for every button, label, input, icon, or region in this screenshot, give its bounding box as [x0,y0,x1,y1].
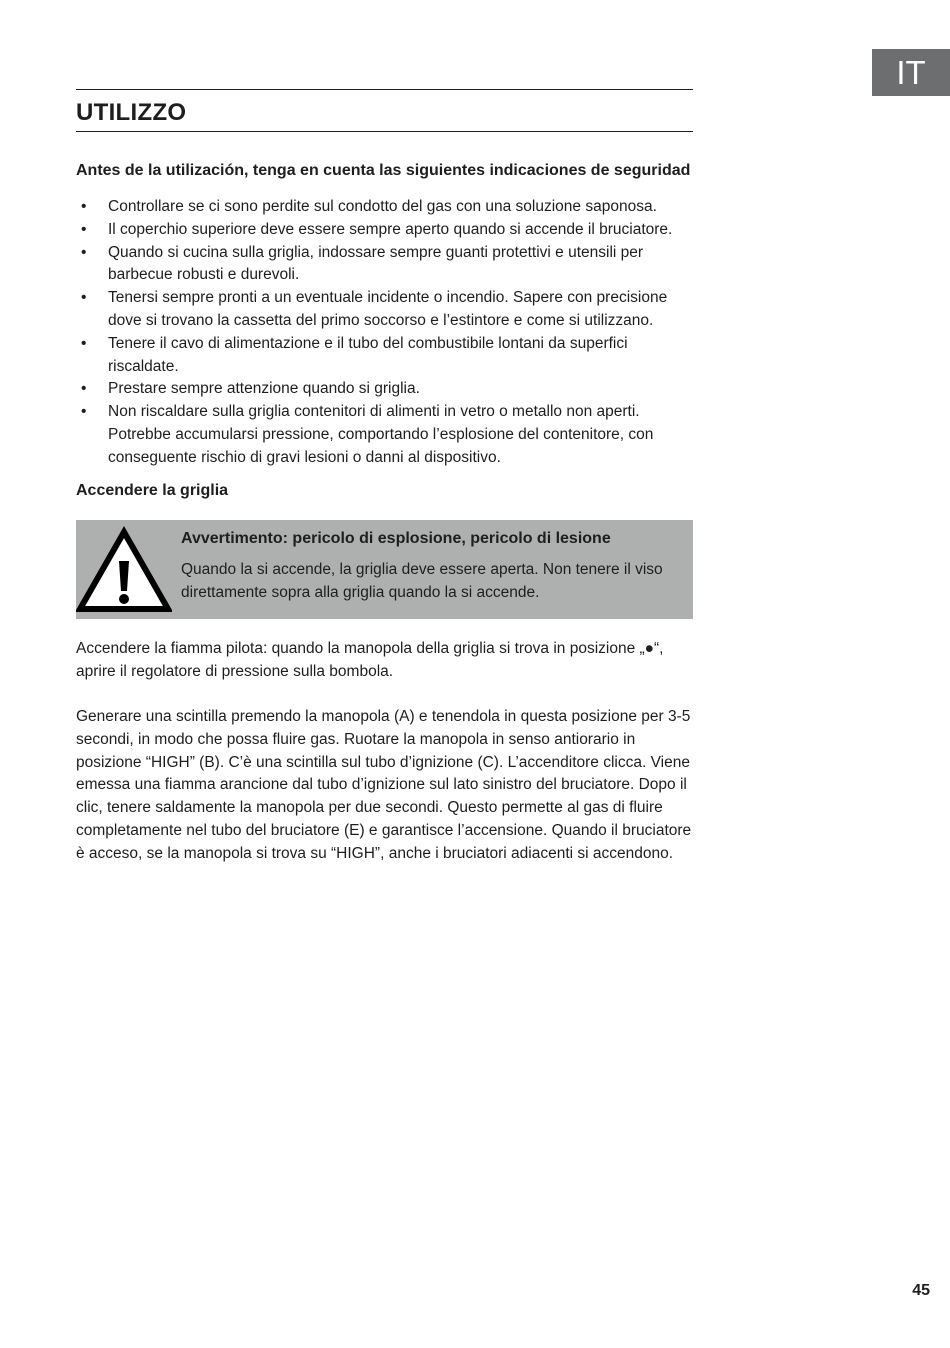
list-item-text: Tenersi sempre pronti a un eventuale incidente o incendio. Sapere con precisione dove si trovano la cassetta del primo soccorso e l’estintore e come si utilizzano. [108,289,668,329]
bullet-icon: • [81,334,87,352]
warning-title: Avvertimento: pericolo di esplosione, pericolo di lesione [181,530,611,547]
list-item [76,242,693,288]
bullet-icon: • [81,243,87,261]
list-item [76,378,693,401]
list-item-text: Prestare sempre attenzione quando si griglia. [108,380,420,398]
spark-paragraph: Generare una scintilla premendo la manopola (A) e tenendola in questa posizione per 3-5 secondi, in modo che possa fluire gas. Ruotare la manopola in senso antiorario in posizione “HIGH” (B). C’è una scintilla sul tubo d’ignizione (C). L’accenditore clicca. Viene emessa una fiamma arancione dal tubo d’ignizione sul lato sinistro del bruciatore. Dopo il clic, tenere saldamente la manopola per due secondi. Questo permette al gas di fluire completamente nel tubo del bruciatore (E) e garantisce l’accensione. Quando il bruciatore è acceso, se la manopola si trova su “HIGH”, anche i bruciatori adiacenti si accendono. [76,708,692,862]
list-item-text: Non riscaldare sulla griglia contenitori di alimenti in vetro o metallo non aperti. Potrebbe accumularsi pressione, comportando l’esplosione del contenitore, con conseguente rischio di gravi lesioni o danni al dispositivo. [108,403,654,466]
safety-heading: Antes de la utilización, tenga en cuenta las siguientes indicaciones de seguridad [76,162,691,179]
warning-text: Quando la si accende, la griglia deve essere aperta. Non tenere il viso direttamente sopra alla griglia quando la si accende. [181,561,663,601]
section-header [76,89,693,132]
pilot-flame-paragraph: Accendere la fiamma pilota: quando la manopola della griglia si trova in posizione „●“, aprire il regolatore di pressione sulla bombola. [76,640,664,680]
list-item [76,219,693,242]
bullet-icon: • [81,380,87,398]
list-item-text: Tenere il cavo di alimentazione e il tubo del combustibile lontani da superfici riscaldate. [108,334,628,375]
bullet-icon: • [81,403,87,421]
bullet-icon: • [81,198,87,215]
safety-list [76,196,693,470]
page-number: 45 [912,1282,930,1299]
list-item [76,287,693,333]
warning-triangle-icon [76,525,172,613]
ignite-heading: Accendere la griglia [76,482,229,499]
list-item [76,333,693,379]
list-item-text: Quando si cucina sulla griglia, indossare sempre guanti protettivi e utensili per barbecue robusti e durevoli. [108,243,644,284]
section-title: UTILIZZO [76,99,187,126]
bullet-icon: • [81,220,87,238]
list-item [76,196,693,219]
list-item-text: Il coperchio superiore deve essere sempre aperto quando si accende il bruciatore. [108,220,673,238]
list-item [76,401,693,469]
language-tab: IT [872,49,950,96]
warning-box [76,520,693,619]
bullet-icon: • [81,289,87,307]
list-item-text: Controllare se ci sono perdite sul condotto del gas con una soluzione saponosa. [108,198,657,215]
